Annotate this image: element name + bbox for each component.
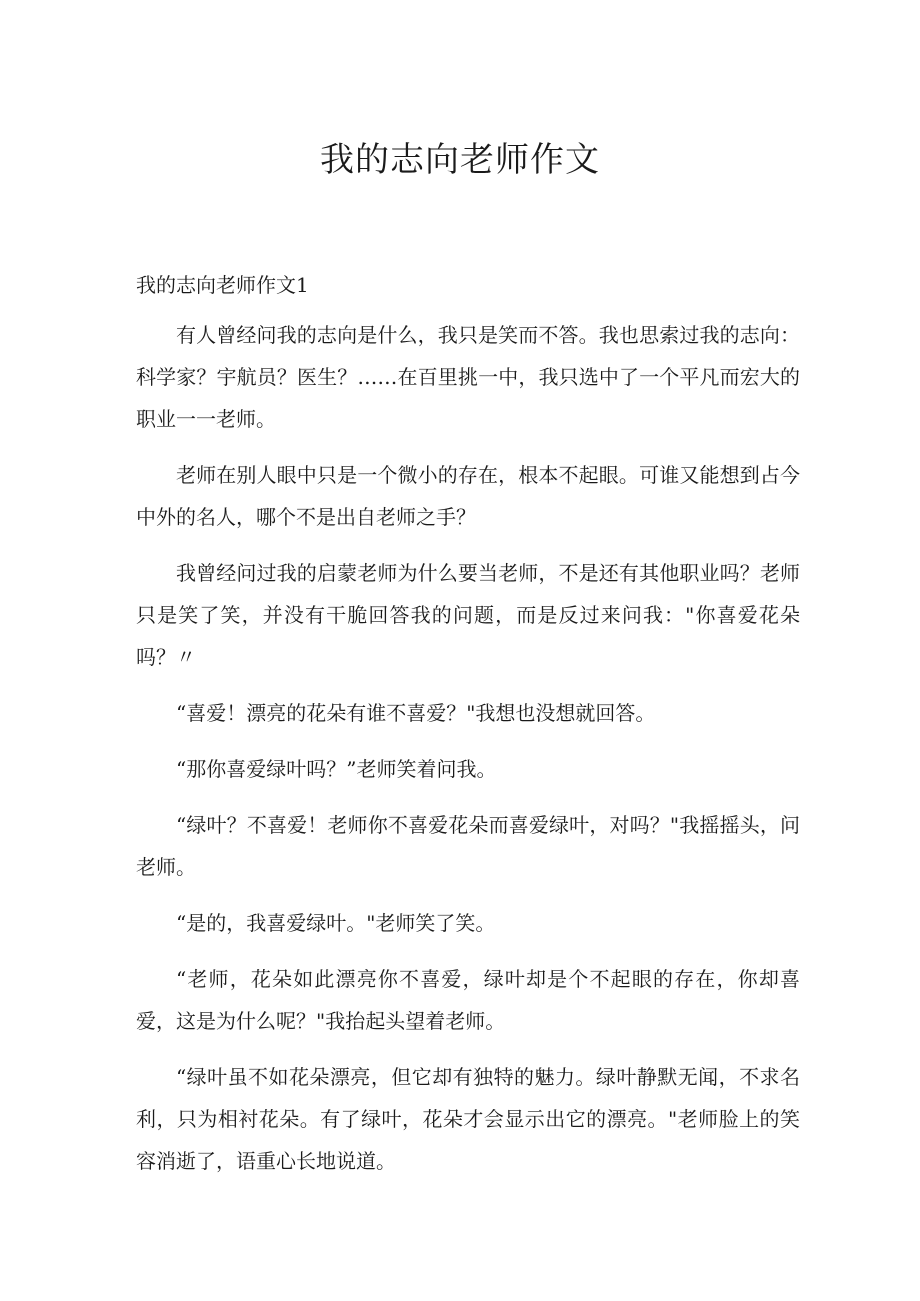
paragraph: “喜爱！漂亮的花朵有谁不喜爱？"我想也没想就回答。	[176, 701, 656, 725]
section-heading: 我的志向老师作文1	[136, 273, 309, 297]
paragraph: 有人曾经问我的志向是什么，我只是笑而不答。我也思索过我的志向：科学家？宇航员？医生？……在百里挑一中，我只选中了一个平凡而宏大的职业一一老师。	[136, 323, 800, 431]
paragraph: “老师，花朵如此漂亮你不喜爱，绿叶却是个不起眼的存在，你却喜爱，这是为什么呢？"我抬起头望着老师。	[136, 967, 800, 1033]
paragraph: “绿叶？不喜爱！老师你不喜爱花朵而喜爱绿叶，对吗？"我摇摇头，问老师。	[136, 813, 800, 879]
paragraph: “绿叶虽不如花朵漂亮，但它却有独特的魅力。绿叶静默无闻，不求名利，只为相衬花朵。有了绿叶，花朵才会显示出它的漂亮。"老师脸上的笑容消逝了，语重心长地说道。	[136, 1065, 800, 1173]
essay-body	[136, 314, 800, 1196]
paragraph: “那你喜爱绿叶吗？”老师笑着问我。	[176, 757, 497, 781]
paragraph: 我曾经问过我的启蒙老师为什么要当老师，不是还有其他职业吗？老师只是笑了笑，并没有干脆回答我的问题，而是反过来问我："你喜爱花朵吗？〃	[136, 561, 800, 669]
document-title: 我的志向老师作文	[320, 140, 600, 180]
paragraph: “是的，我喜爱绿叶。"老师笑了笑。	[176, 911, 496, 935]
paragraph: 老师在别人眼中只是一个微小的存在，根本不起眼。可谁又能想到占今中外的名人，哪个不是出自老师之手？	[136, 463, 800, 529]
